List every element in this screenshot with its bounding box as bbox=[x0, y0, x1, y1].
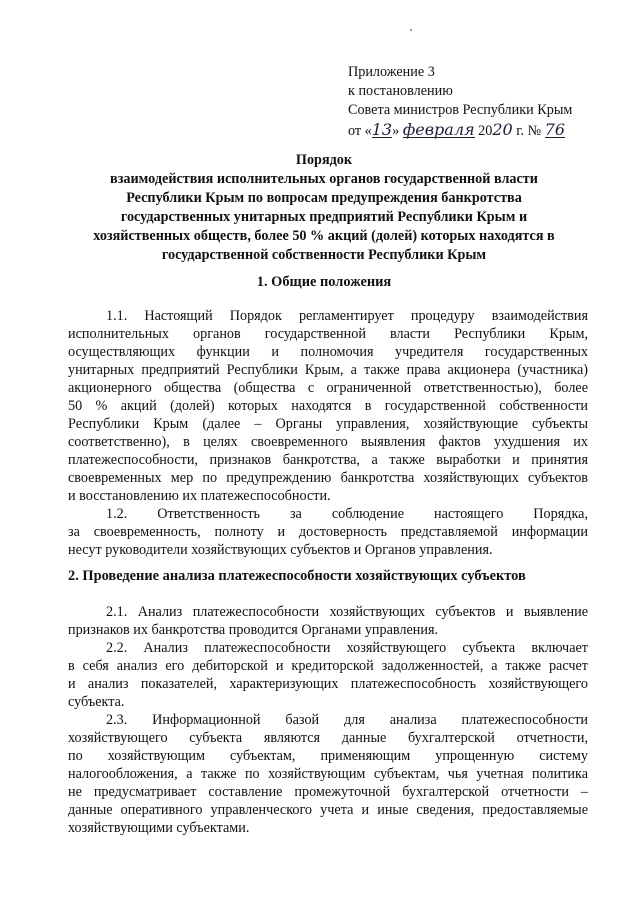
paragraph-2-3 bbox=[68, 711, 588, 837]
text-line: 50 % акций (долей) которых находятся в государственной собственности bbox=[68, 398, 588, 414]
paragraph-2-2 bbox=[68, 639, 588, 711]
appendix-line-1: Приложение 3 bbox=[348, 64, 435, 80]
title-line-3: Республики Крым по вопросам предупреждения банкротства bbox=[126, 190, 522, 206]
date-day-handwritten: 13 bbox=[371, 120, 393, 139]
text-line: хозяйствующего субъекта являются данные бухгалтерской отчетности, bbox=[68, 730, 588, 746]
text-line: соответственно), в целях своевременного выявления фактов ухудшения их bbox=[68, 434, 588, 450]
text-line: по хозяйствующим субъектам, применяющим упрощенную систему bbox=[68, 748, 588, 764]
text-line: признаков их банкротства проводится Органами управления. bbox=[68, 622, 439, 638]
text-line: исполнительных органов государственной власти Республики Крым, bbox=[68, 326, 588, 342]
title-line-2: взаимодействия исполнительных органов государственной власти bbox=[110, 171, 538, 187]
section-1-heading: 1. Общие положения bbox=[256, 274, 392, 290]
text-line: и анализ показателей, характеризующих платежеспособность хозяйствующего bbox=[68, 676, 588, 692]
date-year-prefix: 20 bbox=[474, 123, 493, 139]
paragraph-2-1 bbox=[68, 603, 588, 639]
date-month-handwritten: февраля bbox=[402, 120, 475, 139]
title-line-6: государственной собственности Республики Крым bbox=[161, 247, 487, 263]
date-suffix: г. № bbox=[512, 123, 545, 139]
text-line: 2.3. Информационной базой для анализа платежеспособности bbox=[106, 712, 588, 728]
text-line: акционерного общества (общества с ограниченной ответственностью), более bbox=[68, 380, 588, 396]
text-line: своевременных мер по предупреждению банкротства хозяйствующих субъектов bbox=[68, 470, 588, 486]
text-line: платежеспособности, признаков банкротства, а также выработки и принятия bbox=[68, 452, 588, 468]
text-line: субъекта. bbox=[68, 694, 125, 710]
text-line: осуществляющих функции и полномочия учредителя государственных bbox=[68, 344, 588, 360]
paragraph-1-2 bbox=[68, 505, 588, 559]
text-line: в себя анализ его дебиторской и кредиторской задолженностей, а также расчет bbox=[68, 658, 588, 674]
resolution-date-line bbox=[348, 120, 618, 141]
date-year-handwritten: 20 bbox=[492, 120, 513, 139]
text-line: 2.1. Анализ платежеспособности хозяйствующих субъектов и выявление bbox=[106, 604, 588, 620]
text-line: 2.2. Анализ платежеспособности хозяйствующего субъекта включает bbox=[106, 640, 588, 656]
text-line: 1.2. Ответственность за соблюдение настоящего Порядка, bbox=[106, 506, 588, 522]
paragraph-1-1 bbox=[68, 307, 588, 505]
title-line-1: Порядок bbox=[295, 152, 353, 168]
section-2-heading: 2. Проведение анализа платежеспособности хозяйствующих субъектов bbox=[68, 568, 526, 584]
document-title bbox=[60, 151, 588, 265]
title-line-5: хозяйственных обществ, более 50 % акций (долей) которых находятся в bbox=[93, 228, 555, 244]
resolution-number-handwritten: 76 bbox=[544, 120, 566, 139]
appendix-line-2: к постановлению bbox=[348, 83, 453, 99]
text-line: хозяйствующими субъектами. bbox=[68, 820, 250, 836]
text-line: налогообложения, а также по хозяйствующим субъектам, чья учетная политика bbox=[68, 766, 588, 782]
text-line: 1.1. Настоящий Порядок регламентирует процедуру взаимодействия bbox=[106, 308, 588, 324]
appendix-line-3: Совета министров Республики Крым bbox=[348, 102, 573, 118]
scan-speck bbox=[410, 29, 412, 31]
text-line: Республики Крым (далее – Органы управления, хозяйствующие субъекты bbox=[68, 416, 588, 432]
date-prefix: от « bbox=[348, 123, 372, 139]
date-mid: » bbox=[392, 123, 403, 139]
text-line: и восстановлению их платежеспособности. bbox=[68, 488, 331, 504]
text-line: унитарных предприятий Республики Крым, а также права акционера (участника) bbox=[68, 362, 588, 378]
appendix-block bbox=[348, 63, 618, 141]
text-line: данные оперативного управленческого учета и иные сведения, предоставляемые bbox=[68, 802, 588, 818]
text-line: несут руководители хозяйствующих субъектов и Органов управления. bbox=[68, 542, 493, 558]
title-line-4: государственных унитарных предприятий Республики Крым и bbox=[120, 209, 528, 225]
text-line: за своевременность, полноту и достоверность представляемой информации bbox=[68, 524, 588, 540]
text-line: не предусматривает составление промежуточной бухгалтерской отчетности – bbox=[68, 784, 588, 800]
